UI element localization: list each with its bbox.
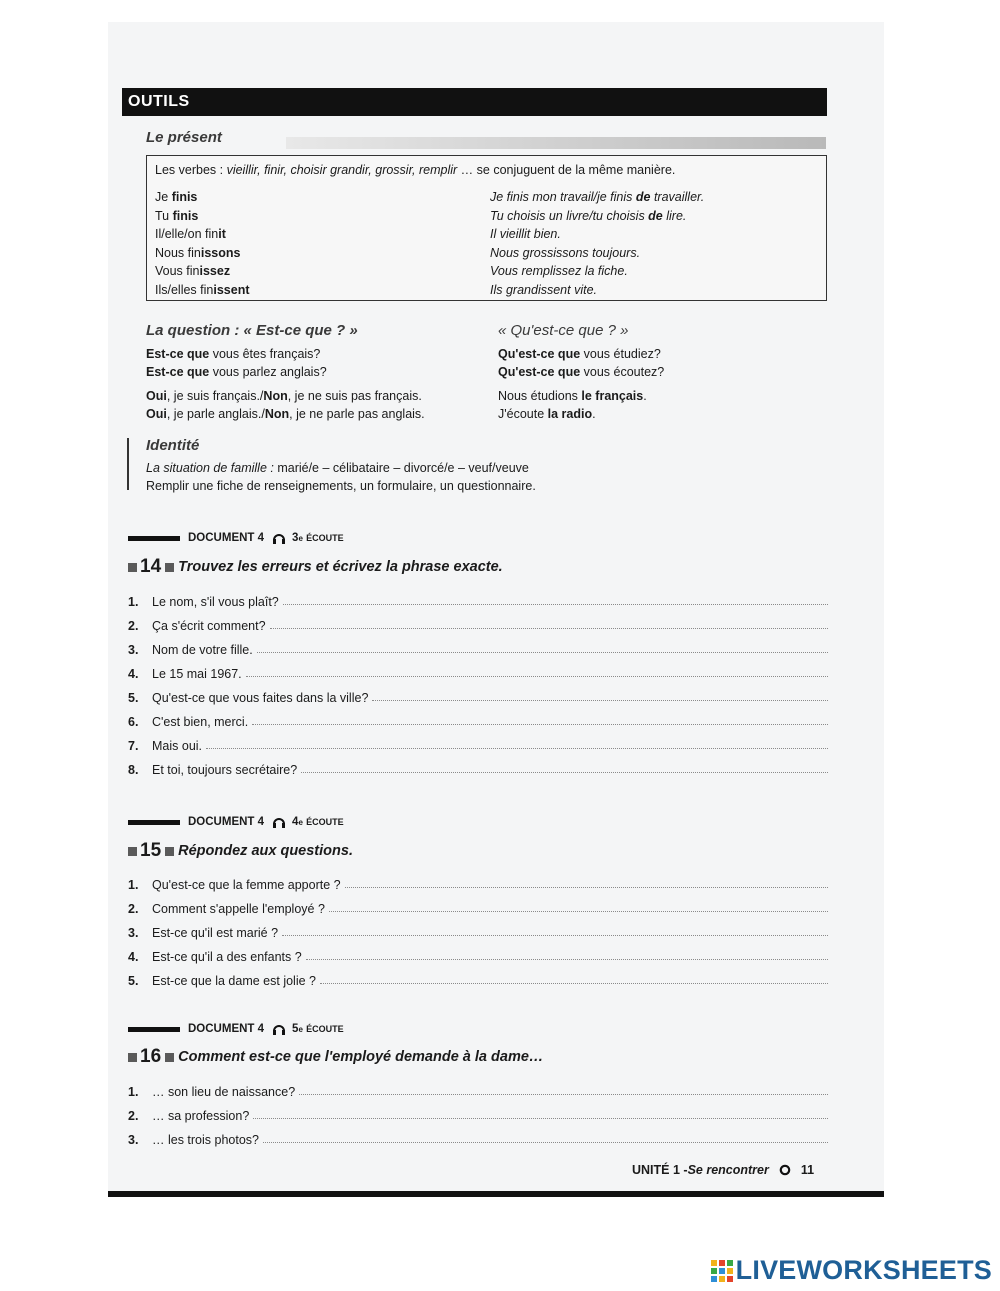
answer-line[interactable] bbox=[206, 747, 828, 749]
example-row: Vous remplissez la fiche. bbox=[490, 264, 628, 278]
present-intro: Les verbes : vieillir, finir, choisir grandir, grossir, remplir … se conjuguent de la même manière. bbox=[155, 163, 676, 177]
example-row: Ils grandissent vite. bbox=[490, 282, 597, 297]
exercise-14-item: 1. Le nom, s'il vous plaît? bbox=[128, 587, 828, 609]
liveworksheets-icon bbox=[711, 1260, 733, 1282]
exercise-15-item: 3. Est-ce qu'il est marié ? bbox=[128, 918, 828, 940]
outils-header: OUTILS bbox=[122, 88, 827, 116]
exercise-14-item: 8. Et toi, toujours secrétaire? bbox=[128, 755, 828, 777]
document-header-14: DOCUMENT 4 3 e ÉCOUTE bbox=[128, 530, 344, 546]
conjugation-row: Nous finissons bbox=[155, 245, 241, 260]
quest-examples: Qu'est-ce que vous étudiez? Qu'est-ce que vous écoutez? Nous étudions le français. J'écoute la radio. bbox=[498, 347, 665, 421]
example-list bbox=[490, 188, 704, 299]
exercise-14-item: 4. Le 15 mai 1967. bbox=[128, 659, 828, 681]
exercise-16-item: 3. … les trois photos? bbox=[128, 1125, 828, 1147]
answer-line[interactable] bbox=[329, 910, 828, 912]
headphones-icon bbox=[272, 531, 286, 545]
exercise-14-item: 6. C'est bien, merci. bbox=[128, 707, 828, 729]
exercise-14-item: 3. Nom de votre fille. bbox=[128, 635, 828, 657]
present-heading: Le présent bbox=[146, 129, 222, 146]
conjugation-row: Vous finissez bbox=[155, 264, 231, 278]
exercise-15-item: 1. Qu'est-ce que la femme apporte ? bbox=[128, 870, 828, 892]
exercise-15-heading: 15 Répondez aux questions. bbox=[128, 840, 353, 862]
document-header-15: DOCUMENT 4 4 e ÉCOUTE bbox=[128, 814, 344, 830]
present-box bbox=[146, 155, 827, 301]
answer-line[interactable] bbox=[372, 699, 828, 701]
conjugation-row: Ils/elles finissent bbox=[155, 282, 250, 297]
exercise-16-item: 1. … son lieu de naissance? bbox=[128, 1077, 828, 1099]
answer-line[interactable] bbox=[282, 934, 828, 936]
identite-heading: Identité bbox=[146, 437, 200, 454]
quest-heading: « Qu'est-ce que ? » bbox=[498, 322, 629, 339]
answer-line[interactable] bbox=[299, 1093, 828, 1095]
circle-icon bbox=[779, 1164, 791, 1176]
page-footer: UNITÉ 1 - Se rencontrer 11 bbox=[632, 1163, 815, 1177]
example-row: Il vieillit bien. bbox=[490, 227, 561, 241]
example-row: Nous grossissons toujours. bbox=[490, 245, 641, 260]
answer-line[interactable] bbox=[283, 603, 828, 605]
answer-line[interactable] bbox=[301, 771, 828, 773]
exercise-14-heading: 14 Trouvez les erreurs et écrivez la phrase exacte. bbox=[128, 556, 503, 578]
decorative-strip bbox=[286, 137, 826, 149]
answer-line[interactable] bbox=[253, 1117, 828, 1119]
question-heading: La question : « Est-ce que ? » bbox=[146, 322, 358, 339]
conjugation-row: Je finis bbox=[155, 190, 198, 204]
liveworksheets-logo[interactable]: LIVEWORKSHEETS bbox=[711, 1255, 992, 1286]
answer-line[interactable] bbox=[270, 627, 828, 629]
identite-text: La situation de famille : marié/e – célibataire – divorcé/e – veuf/veuve Remplir une fiche de renseignements, un formulaire, un questionnaire. bbox=[146, 461, 536, 493]
exercise-15-item: 2. Comment s'appelle l'employé ? bbox=[128, 894, 828, 916]
exercise-16-heading: 16 Comment est-ce que l'employé demande à la dame… bbox=[128, 1046, 543, 1068]
answer-line[interactable] bbox=[345, 886, 828, 888]
page-number: 11 bbox=[800, 1163, 815, 1177]
conjugation-row: Il/elle/on finit bbox=[155, 227, 226, 241]
conjugation-row: Tu finis bbox=[155, 208, 199, 223]
exercise-14-item: 7. Mais oui. bbox=[128, 731, 828, 753]
example-row: Tu choisis un livre/tu choisis de lire. bbox=[490, 208, 687, 223]
answer-line[interactable] bbox=[246, 675, 828, 677]
headphones-icon bbox=[272, 815, 286, 829]
answer-line[interactable] bbox=[306, 958, 828, 960]
exercise-15-item: 5. Est-ce que la dame est jolie ? bbox=[128, 966, 828, 988]
headphones-icon bbox=[272, 1022, 286, 1036]
exercise-14-item: 5. Qu'est-ce que vous faites dans la ville? bbox=[128, 683, 828, 705]
example-row: Je finis mon travail/je finis de travailler. bbox=[490, 190, 705, 204]
answer-line[interactable] bbox=[257, 651, 828, 653]
exercise-15-item: 4. Est-ce qu'il a des enfants ? bbox=[128, 942, 828, 964]
answer-line[interactable] bbox=[320, 982, 828, 984]
exercise-16-item: 2. … sa profession? bbox=[128, 1101, 828, 1123]
document-header-16: DOCUMENT 4 5 e ÉCOUTE bbox=[128, 1021, 344, 1037]
conjugation-list bbox=[155, 188, 250, 299]
identite-rule bbox=[127, 438, 129, 490]
question-examples: Est-ce que vous êtes français? Est-ce que vous parlez anglais? Oui, je suis français./Non, je ne suis pas français. Oui, je parle anglais./Non, je ne parle pas anglais. bbox=[146, 347, 425, 421]
exercise-14-item: 2. Ça s'écrit comment? bbox=[128, 611, 828, 633]
answer-line[interactable] bbox=[263, 1141, 828, 1143]
answer-line[interactable] bbox=[252, 723, 828, 725]
